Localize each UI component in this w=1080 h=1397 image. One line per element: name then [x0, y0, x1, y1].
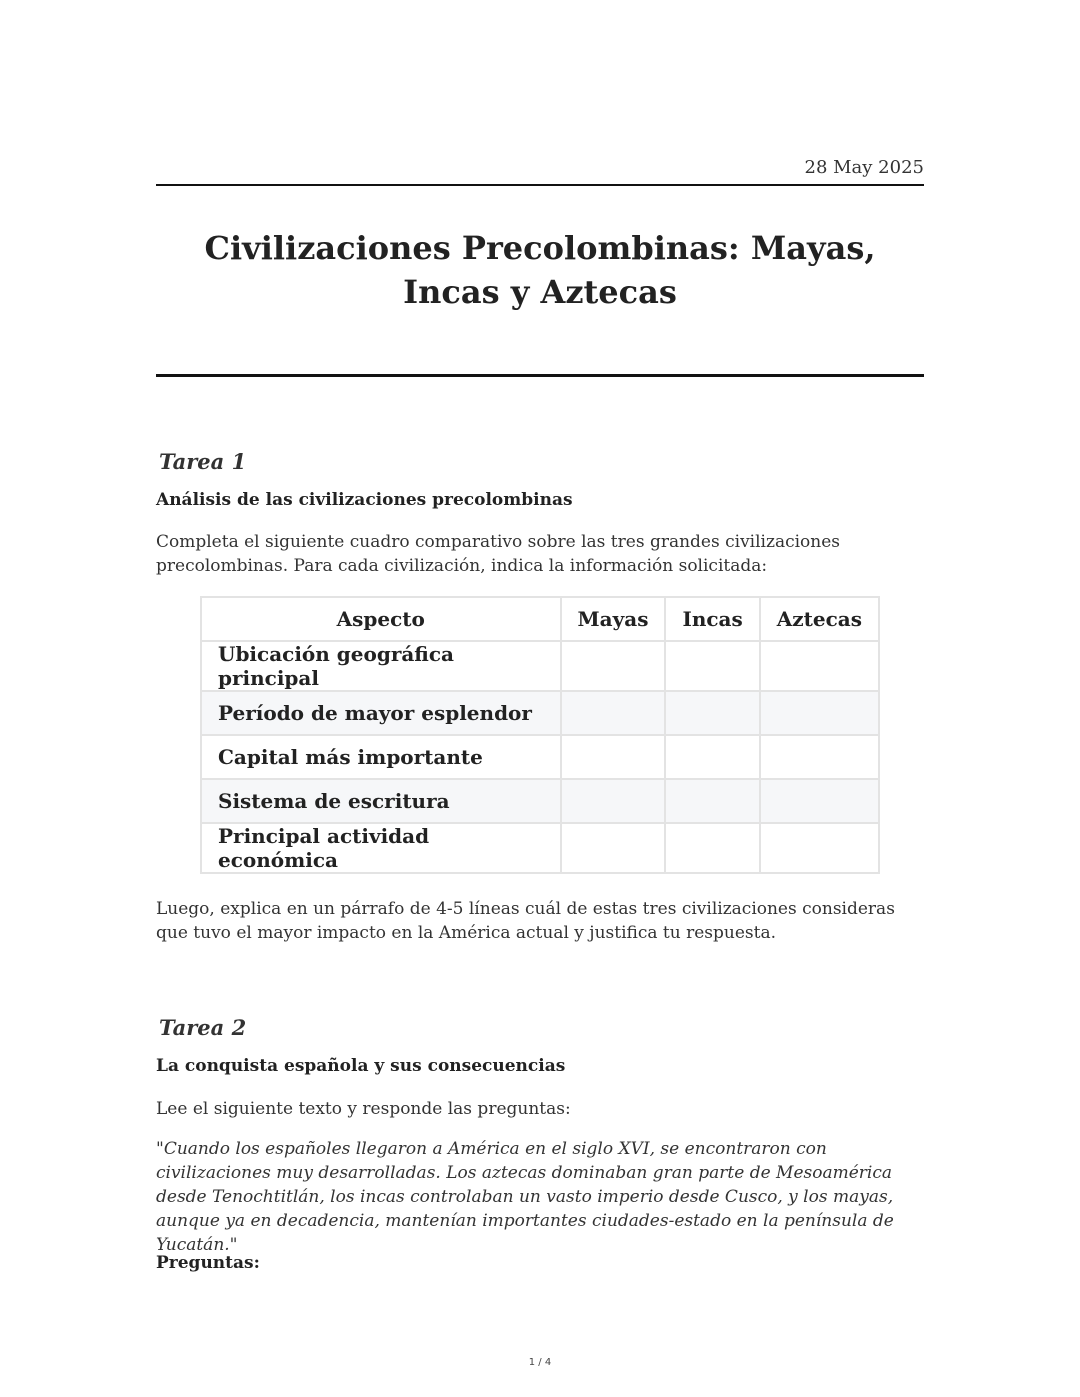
- answer-cell-incas[interactable]: [665, 641, 759, 691]
- answer-cell-aztecas[interactable]: [760, 691, 879, 735]
- task2-instruction: Lee el siguiente texto y responde las preguntas:: [156, 1099, 571, 1119]
- task1-subheading: Análisis de las civilizaciones precolombinas: [156, 490, 573, 510]
- answer-cell-mayas[interactable]: [561, 641, 666, 691]
- answer-cell-incas[interactable]: [665, 779, 759, 823]
- table-row: [201, 641, 879, 691]
- table-row: [201, 779, 879, 823]
- row-label: Sistema de escritura: [201, 779, 561, 823]
- answer-cell-mayas[interactable]: [561, 735, 666, 779]
- row-label: Período de mayor esplendor: [201, 691, 561, 735]
- header-divider: [156, 184, 924, 186]
- table-row: [201, 735, 879, 779]
- table-header-row: [201, 597, 879, 641]
- title-divider: [156, 374, 924, 377]
- comparison-table: [200, 596, 880, 874]
- task1-intro: Completa el siguiente cuadro comparativo sobre las tres grandes civilizaciones precolombinas. Para cada civilización, indica la información solicitada:: [156, 532, 841, 576]
- document-title: Civilizaciones Precolombinas: Mayas, Incas y Aztecas: [204, 229, 876, 311]
- answer-cell-aztecas[interactable]: [760, 735, 879, 779]
- row-label: Principal actividad económica: [201, 823, 561, 873]
- answer-cell-aztecas[interactable]: [760, 641, 879, 691]
- answer-cell-mayas[interactable]: [561, 823, 666, 873]
- task2-questions-label: Preguntas:: [156, 1253, 260, 1273]
- answer-cell-aztecas[interactable]: [760, 779, 879, 823]
- header-mayas: Mayas: [561, 597, 666, 641]
- answer-cell-incas[interactable]: [665, 823, 759, 873]
- answer-cell-mayas[interactable]: [561, 779, 666, 823]
- table-row: [201, 691, 879, 735]
- answer-cell-incas[interactable]: [665, 691, 759, 735]
- document-date: 28 May 2025: [804, 157, 924, 178]
- task2-subheading: La conquista española y sus consecuencias: [156, 1056, 566, 1076]
- answer-cell-mayas[interactable]: [561, 691, 666, 735]
- header-aztecas: Aztecas: [760, 597, 879, 641]
- answer-cell-incas[interactable]: [665, 735, 759, 779]
- task2-heading: Tarea 2: [159, 1015, 247, 1040]
- row-label: Capital más importante: [201, 735, 561, 779]
- task1-followup: Luego, explica en un párrafo de 4-5 líneas cuál de estas tres civilizaciones consideras que tuvo el mayor impacto en la América actual y justifica tu respuesta.: [156, 899, 895, 943]
- row-label: Ubicación geográfica principal: [201, 641, 561, 691]
- answer-cell-aztecas[interactable]: [760, 823, 879, 873]
- task2-quote: "Cuando los españoles llegaron a América en el siglo XVI, se encontraron con civilizaciones muy desarrolladas. Los aztecas dominaban gran parte de Mesoamérica desde Tenochtitlán, los incas controlaban un vasto imperio desde Cusco, y los mayas, aunque ya en decadencia, mantenían importantes ciudades-estado en la península de Yucatán.": [156, 1139, 894, 1255]
- header-incas: Incas: [665, 597, 759, 641]
- header-aspecto: Aspecto: [201, 597, 561, 641]
- page-number: 1 / 4: [528, 1357, 552, 1368]
- table-row: [201, 823, 879, 873]
- task1-heading: Tarea 1: [159, 449, 247, 474]
